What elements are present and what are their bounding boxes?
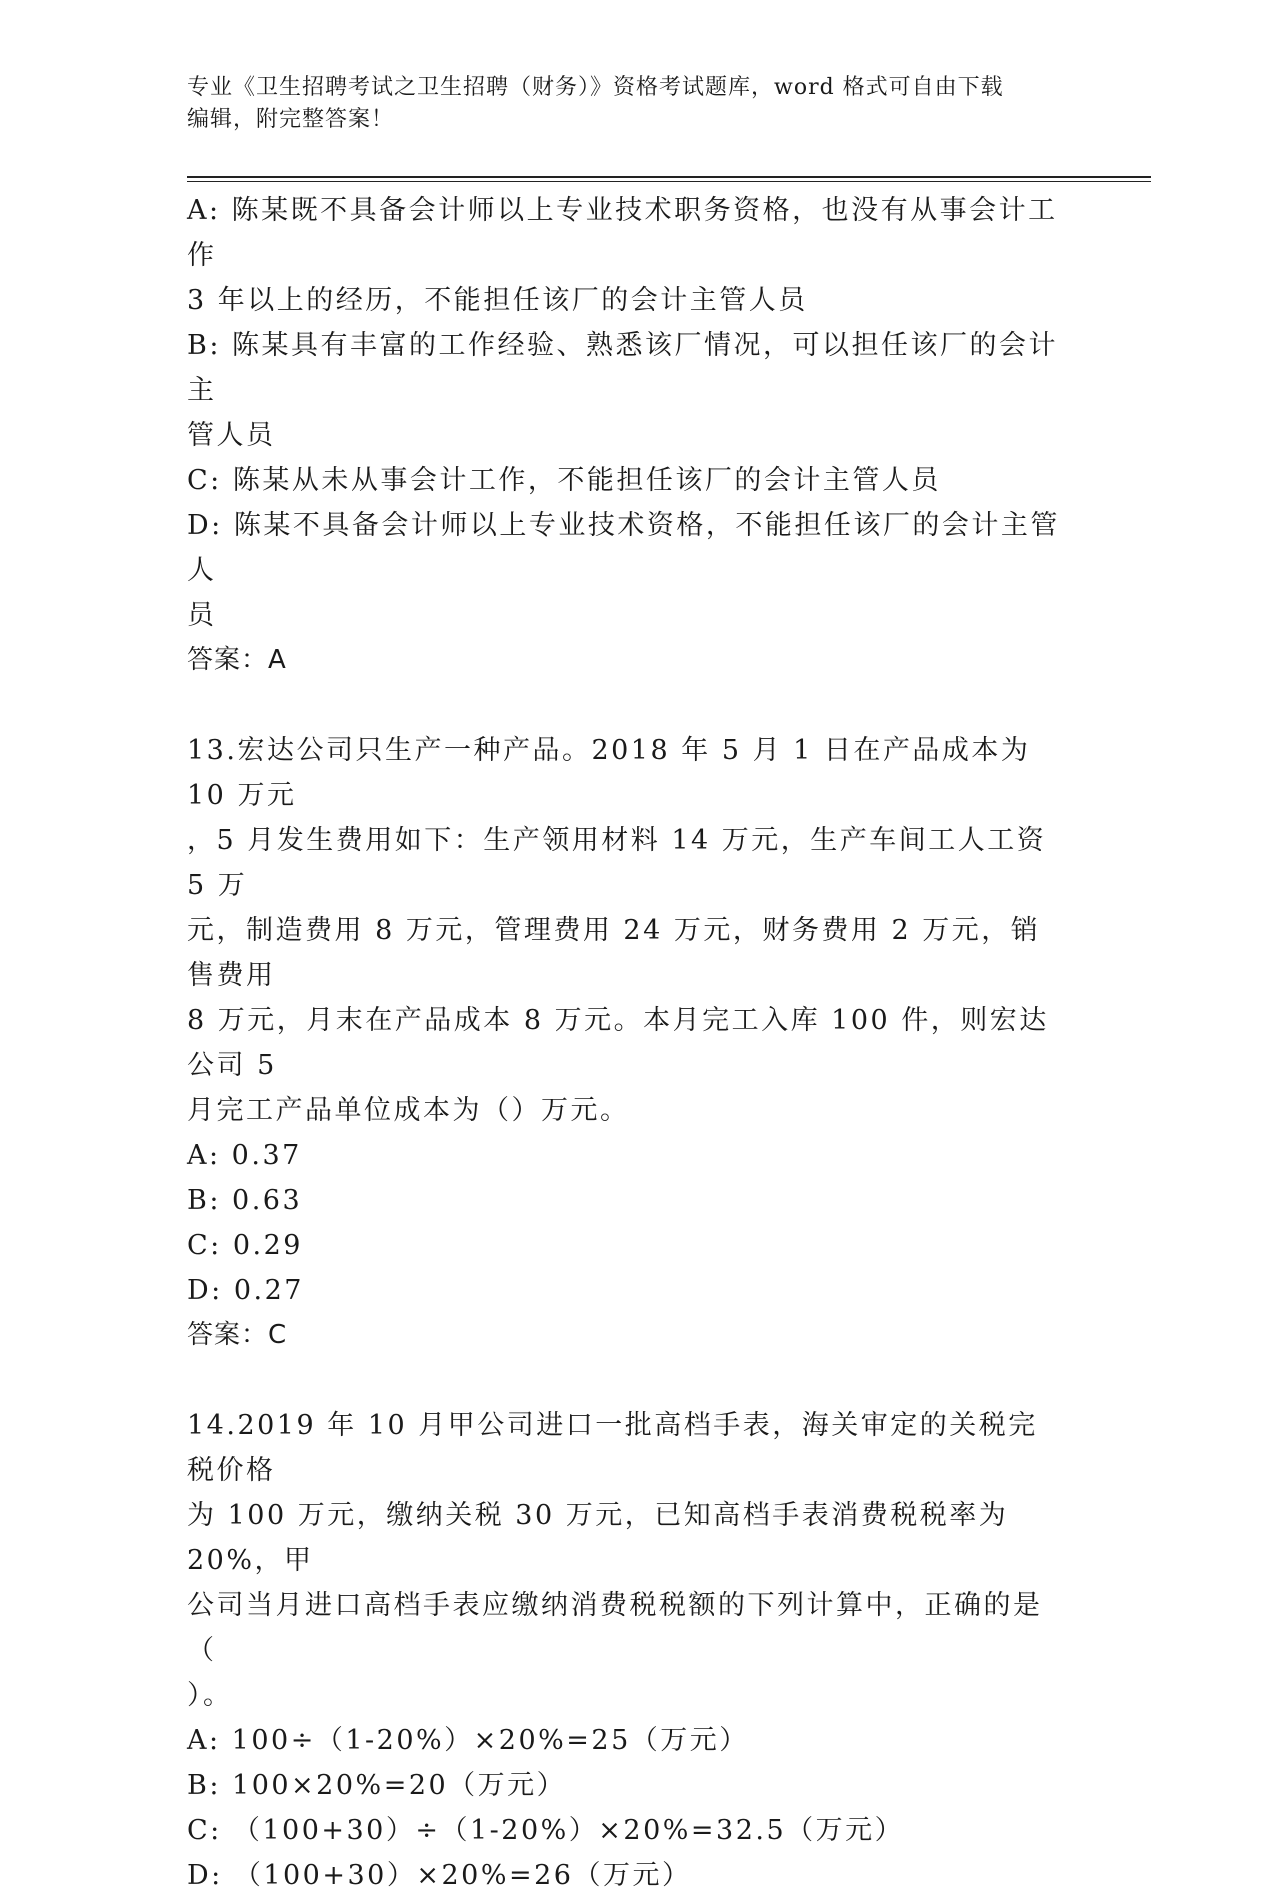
document-body bbox=[187, 188, 1067, 1898]
option-c: C: 陈某从未从事会计工作，不能担任该厂的会计主管人员 bbox=[187, 465, 941, 496]
question-13-stem-line: 13.宏达公司只生产一种产品。2018 年 5 月 1 日在产品成本为 10 万元 bbox=[187, 735, 1042, 811]
question-12-answer: 答案：A bbox=[187, 645, 287, 675]
option-d: D: 0.27 bbox=[187, 1275, 304, 1306]
question-13-stem-line: 月完工产品单位成本为（）万元。 bbox=[187, 1095, 630, 1126]
spacer bbox=[187, 1358, 1067, 1403]
question-13-stem-line: 元，制造费用 8 万元，管理费用 24 万元，财务费用 2 万元，销售费用 bbox=[187, 915, 1041, 991]
option-d: D: （100+30）×20%=26（万元） bbox=[187, 1860, 692, 1891]
option-a: A: 100÷（1-20%）×20%=25（万元） bbox=[187, 1725, 749, 1756]
option-b: B: 0.63 bbox=[187, 1185, 303, 1216]
option-c: C: （100+30）÷（1-20%）×20%=32.5（万元） bbox=[187, 1815, 905, 1846]
option-d-continued: 员 bbox=[187, 600, 217, 631]
option-c: C: 0.29 bbox=[187, 1230, 303, 1261]
question-13-stem-line: ，5 月发生费用如下：生产领用材料 14 万元，生产车间工人工资 5 万 bbox=[187, 825, 1058, 901]
option-b: B: 100×20%=20（万元） bbox=[187, 1770, 567, 1801]
spacer bbox=[187, 683, 1067, 728]
option-b: B: 陈某具有丰富的工作经验、熟悉该厂情况，可以担任该厂的会计主 bbox=[187, 330, 1059, 406]
option-a: A: 陈某既不具备会计师以上专业技术职务资格，也没有从事会计工作 bbox=[187, 195, 1058, 271]
header-line-2: 编辑，附完整答案！ bbox=[187, 107, 395, 132]
header-divider-thin bbox=[187, 181, 1151, 182]
question-13 bbox=[187, 728, 1067, 1313]
option-a-continued: 3 年以上的经历，不能担任该厂的会计主管人员 bbox=[187, 285, 808, 316]
option-a: A: 0.37 bbox=[187, 1140, 302, 1171]
question-12-options bbox=[187, 188, 1067, 638]
question-14-stem-line: ）。 bbox=[187, 1680, 233, 1711]
option-d: D: 陈某不具备会计师以上专业技术资格，不能担任该厂的会计主管人 bbox=[187, 510, 1060, 586]
option-b-continued: 管人员 bbox=[187, 420, 276, 451]
header-line-1: 专业《卫生招聘考试之卫生招聘（财务）》资格考试题库，word 格式可自由下载 bbox=[187, 75, 1004, 100]
question-13-answer: 答案：C bbox=[187, 1320, 288, 1350]
header-divider bbox=[187, 176, 1151, 178]
question-13-stem-line: 8 万元，月末在产品成本 8 万元。本月完工入库 100 件，则宏达公司 5 bbox=[187, 1005, 1049, 1081]
question-14-stem-line: 14.2019 年 10 月甲公司进口一批高档手表，海关审定的关税完税价格 bbox=[187, 1410, 1038, 1486]
page-header bbox=[187, 72, 1067, 136]
question-14-stem-line: 公司当月进口高档手表应缴纳消费税税额的下列计算中，正确的是（ bbox=[187, 1590, 1043, 1666]
question-14 bbox=[187, 1403, 1067, 1898]
question-14-stem-line: 为 100 万元，缴纳关税 30 万元，已知高档手表消费税税率为 20%，甲 bbox=[187, 1500, 1020, 1576]
